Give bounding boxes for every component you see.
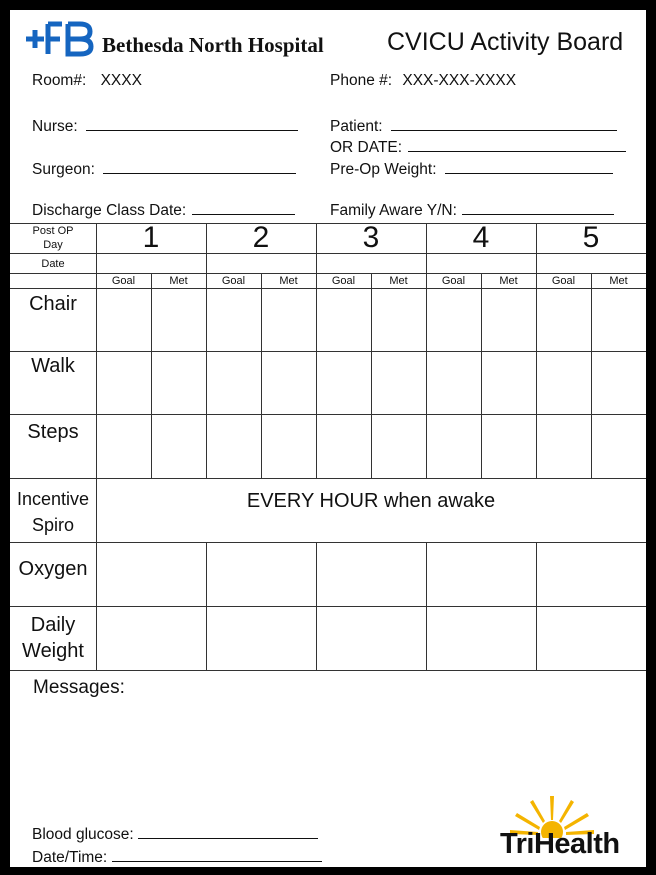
discharge-field	[32, 200, 295, 220]
family-line	[462, 200, 614, 215]
patient-line	[391, 116, 617, 131]
or-date-field	[330, 137, 626, 157]
row-steps: Steps	[27, 421, 79, 443]
row-chair: Chair	[29, 293, 77, 315]
preop-weight-field	[330, 159, 613, 179]
row-walk: Walk	[31, 355, 75, 377]
glucose-field	[32, 824, 318, 844]
day-2: 2	[252, 221, 270, 254]
goal-label: Goal	[331, 275, 356, 287]
row-incentive-spiro: Incentive Spiro	[16, 489, 90, 535]
family-label: Family Aware Y/N:	[330, 202, 457, 219]
nurse-label: Nurse:	[32, 118, 78, 135]
trihealth-brand: TriHealth	[500, 828, 620, 860]
phone-value: XXX-XXX-XXXX	[402, 72, 517, 89]
row-daily-weight: Daily Weight	[22, 614, 84, 662]
room-value: XXXX	[100, 72, 142, 89]
met-label: Met	[609, 275, 628, 287]
met-label: Met	[499, 275, 518, 287]
goal-label: Goal	[441, 275, 466, 287]
goal-label: Goal	[551, 275, 576, 287]
goal-label: Goal	[111, 275, 136, 287]
bethesda-logo-icon	[22, 20, 94, 58]
activity-board	[10, 10, 646, 867]
patient-label: Patient:	[330, 118, 383, 135]
post-op-day-label: Post OP Day	[32, 225, 74, 251]
discharge-label: Discharge Class Date:	[32, 202, 187, 219]
day-3: 3	[362, 221, 380, 254]
date-label: Date	[41, 258, 65, 270]
or-date-line	[408, 137, 626, 152]
datetime-label: Date/Time:	[32, 849, 108, 866]
datetime-line	[112, 847, 322, 862]
hospital-name: Bethesda North Hospital	[102, 33, 324, 57]
board-title: CVICU Activity Board	[387, 28, 624, 56]
datetime-field	[32, 847, 322, 867]
patient-field	[330, 116, 617, 136]
goal-label: Goal	[221, 275, 246, 287]
day-4: 4	[472, 221, 490, 254]
spiro-instruction: EVERY HOUR when awake	[246, 490, 496, 512]
met-label: Met	[389, 275, 408, 287]
preop-label: Pre-Op Weight:	[330, 161, 437, 178]
surgeon-field	[32, 159, 296, 179]
phone-label: Phone #:	[330, 72, 393, 89]
glucose-label: Blood glucose:	[32, 826, 134, 843]
nurse-field	[32, 116, 298, 136]
messages-label: Messages:	[33, 677, 125, 698]
surgeon-label: Surgeon:	[32, 161, 95, 178]
day-5: 5	[582, 221, 600, 254]
room-field	[32, 72, 142, 90]
room-label: Room#:	[32, 72, 87, 89]
or-date-label: OR DATE:	[330, 139, 403, 156]
nurse-line	[86, 116, 298, 131]
day-1: 1	[142, 221, 160, 254]
glucose-line	[138, 824, 318, 839]
preop-line	[445, 159, 613, 174]
met-label: Met	[279, 275, 298, 287]
family-aware-field	[330, 200, 614, 220]
row-oxygen: Oxygen	[18, 558, 88, 580]
phone-field	[330, 72, 516, 90]
met-label: Met	[169, 275, 188, 287]
surgeon-line	[103, 159, 296, 174]
discharge-line	[192, 200, 295, 215]
